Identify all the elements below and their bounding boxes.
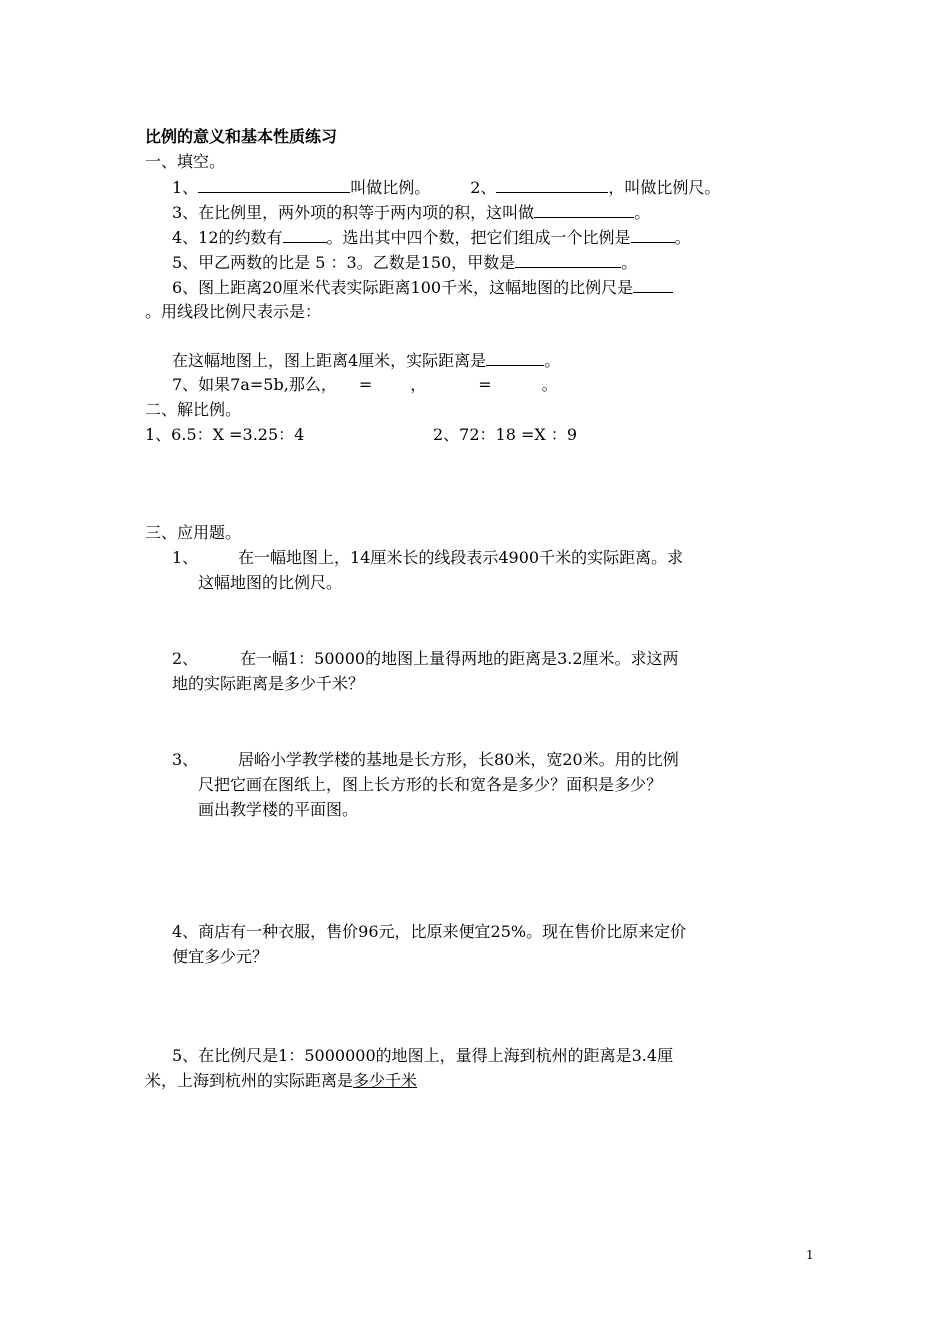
period: 。 — [674, 228, 691, 247]
answer-blank[interactable] — [198, 177, 350, 193]
fill-q3 — [172, 202, 650, 223]
equals-sign: = — [358, 375, 373, 394]
fill-q5 — [172, 252, 637, 273]
q1-text: 叫做比例。 — [350, 178, 431, 197]
proportion-1: 1、6.5：X =3.25：4 — [145, 425, 305, 444]
period: 。 — [544, 351, 561, 370]
app-q4-line2: 便宜多少元？ — [172, 947, 269, 966]
app-q3-line2: 尺把它画在图纸上，图上长方形的长和宽各是多少？面积是多少？ — [198, 775, 663, 794]
q6-text-b: 。用线段比例尺表示是： — [145, 302, 322, 321]
section2-heading: 二、解比例。 — [145, 400, 242, 419]
answer-blank[interactable] — [534, 202, 634, 218]
q4-text-b: 。选出其中四个数，把它们组成一个比例是 — [326, 228, 631, 247]
answer-blank[interactable] — [631, 227, 675, 243]
fill-q1-q2 — [172, 177, 720, 198]
page-title: 比例的意义和基本性质练习 — [145, 127, 338, 146]
fill-q4 — [172, 227, 691, 248]
fill-q7 — [172, 375, 558, 395]
app-q5-line2-text: 米，上海到杭州的实际距离是 — [145, 1071, 354, 1090]
equals-sign: = — [478, 375, 492, 394]
period: 。 — [541, 375, 558, 394]
q5-text: 5、甲乙两数的比是 5 ：3。乙数是150，甲数是 — [172, 253, 516, 272]
app-q1-line2: 这幅地图的比例尺。 — [198, 573, 343, 592]
app-q2-line2: 地的实际距离是多少千米？ — [172, 674, 365, 693]
answer-blank[interactable] — [486, 350, 544, 366]
app-q1-line1: 在一幅地图上，14厘米长的线段表示4900千米的实际距离。求 — [238, 548, 684, 567]
app-q3-number: 3、 — [172, 750, 199, 769]
page-number: 1 — [806, 1248, 814, 1262]
section1-heading: 一、填空。 — [145, 152, 226, 171]
q6-text-c: 在这幅地图上，图上距离4厘米，实际距离是 — [172, 351, 487, 370]
app-q1-number: 1、 — [172, 548, 199, 567]
answer-blank[interactable] — [496, 177, 608, 193]
app-q5-line1: 5、在比例尺是1：5000000的地图上，量得上海到杭州的距离是3.4厘 — [172, 1046, 674, 1065]
q4-text-a: 4、12的约数有 — [172, 228, 283, 247]
answer-blank[interactable] — [283, 227, 327, 243]
q6-text-a: 6、图上距离20厘米代表实际距离100千米，这幅地图的比例尺是 — [172, 278, 634, 297]
answer-blank[interactable] — [633, 277, 673, 293]
q7-text: 7、如果7a=5b,那么， — [172, 375, 337, 394]
section3-heading: 三、应用题。 — [145, 523, 242, 542]
answer-blank[interactable] — [515, 252, 621, 268]
proportion-2: 2、72：18 =X ：9 — [433, 425, 578, 444]
app-q3-line3: 画出教学楼的平面图。 — [198, 800, 359, 819]
app-q5-line2 — [145, 1071, 417, 1091]
comma: ， — [410, 375, 427, 394]
q1-number: 1、 — [172, 178, 199, 197]
fill-q6c — [172, 350, 560, 371]
app-q5-underlined: 多少千米 — [353, 1071, 418, 1090]
q3-text: 3、在比例里，两外项的积等于两内项的积，这叫做 — [172, 203, 535, 222]
q2-number: 2、 — [470, 178, 497, 197]
app-q3-line1: 居峪小学教学楼的基地是长方形，长80米，宽20米。用的比例 — [238, 750, 679, 769]
app-q2-line1: 在一幅1：50000的地图上量得两地的距离是3.2厘米。求这两 — [240, 649, 679, 668]
q2-text: ，叫做比例尺。 — [608, 178, 721, 197]
app-q4-line1: 4、商店有一种衣服，售价96元，比原来便宜25%。现在售价比原来定价 — [172, 922, 687, 941]
fill-q6 — [172, 277, 673, 298]
period: 。 — [634, 203, 651, 222]
period: 。 — [621, 253, 638, 272]
app-q2-number: 2、 — [172, 649, 199, 668]
